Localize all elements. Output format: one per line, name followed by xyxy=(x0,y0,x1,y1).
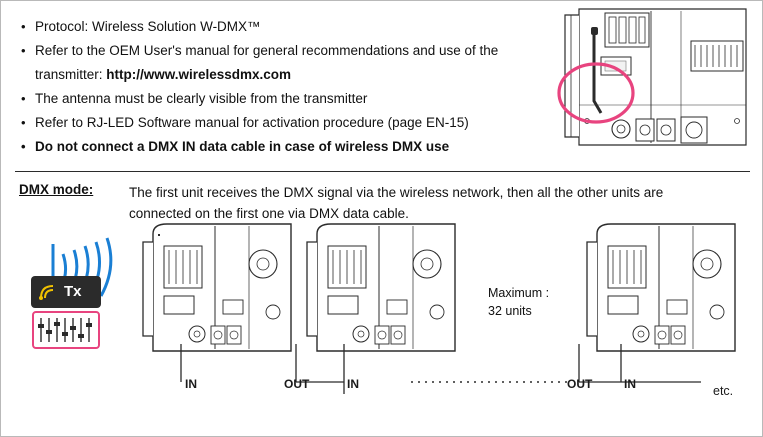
bullet-item-software-manual xyxy=(19,111,539,135)
fixture-unit-3 xyxy=(587,224,735,351)
section-divider xyxy=(15,171,750,172)
connector-label-in-2: IN xyxy=(347,377,359,391)
bullet-item-antenna xyxy=(19,87,539,111)
bullet-list xyxy=(19,15,539,159)
bullet-item-oem-manual xyxy=(19,39,539,87)
dmx-chain-diagram xyxy=(1,216,763,437)
maximum-line2: 32 units xyxy=(488,304,532,318)
bullet-item-warning xyxy=(19,135,539,159)
connector-label-in-1: IN xyxy=(185,377,197,391)
connector-label-in-3: IN xyxy=(624,377,636,391)
maximum-units-note xyxy=(488,284,549,320)
bullet-item-protocol xyxy=(19,15,539,39)
bullet-text: Protocol: Wireless Solution W-DMX™ xyxy=(35,19,261,34)
connector-label-out-2: OUT xyxy=(567,377,593,391)
bullet-text: Refer to RJ-LED Software manual for activation procedure (page EN-15) xyxy=(35,115,469,130)
dmx-mode-description: The first unit receives the DMX signal via the wireless network, then all the other units are connected on the first one via DMX data cable. xyxy=(129,185,664,221)
fixture-unit-2 xyxy=(307,224,455,351)
etc-label: etc. xyxy=(713,384,734,398)
fixture-unit-1 xyxy=(143,224,291,351)
bullet-text: Refer to the OEM User's manual for general recommendations and use of the transmitter: xyxy=(35,43,499,82)
dmx-mode-label: DMX mode: xyxy=(19,182,94,197)
bullet-text: The antenna must be clearly visible from the transmitter xyxy=(35,91,368,106)
transmitter-label: Tx xyxy=(64,283,82,300)
maximum-line1: Maximum : xyxy=(488,286,550,300)
bullet-text: Do not connect a DMX IN data cable in case of wireless DMX use xyxy=(35,139,450,154)
connector-label-out-1: OUT xyxy=(284,377,310,391)
wirelessdmx-url[interactable]: http://www.wirelessdmx.com xyxy=(106,67,292,82)
product-rear-photo xyxy=(541,5,756,157)
